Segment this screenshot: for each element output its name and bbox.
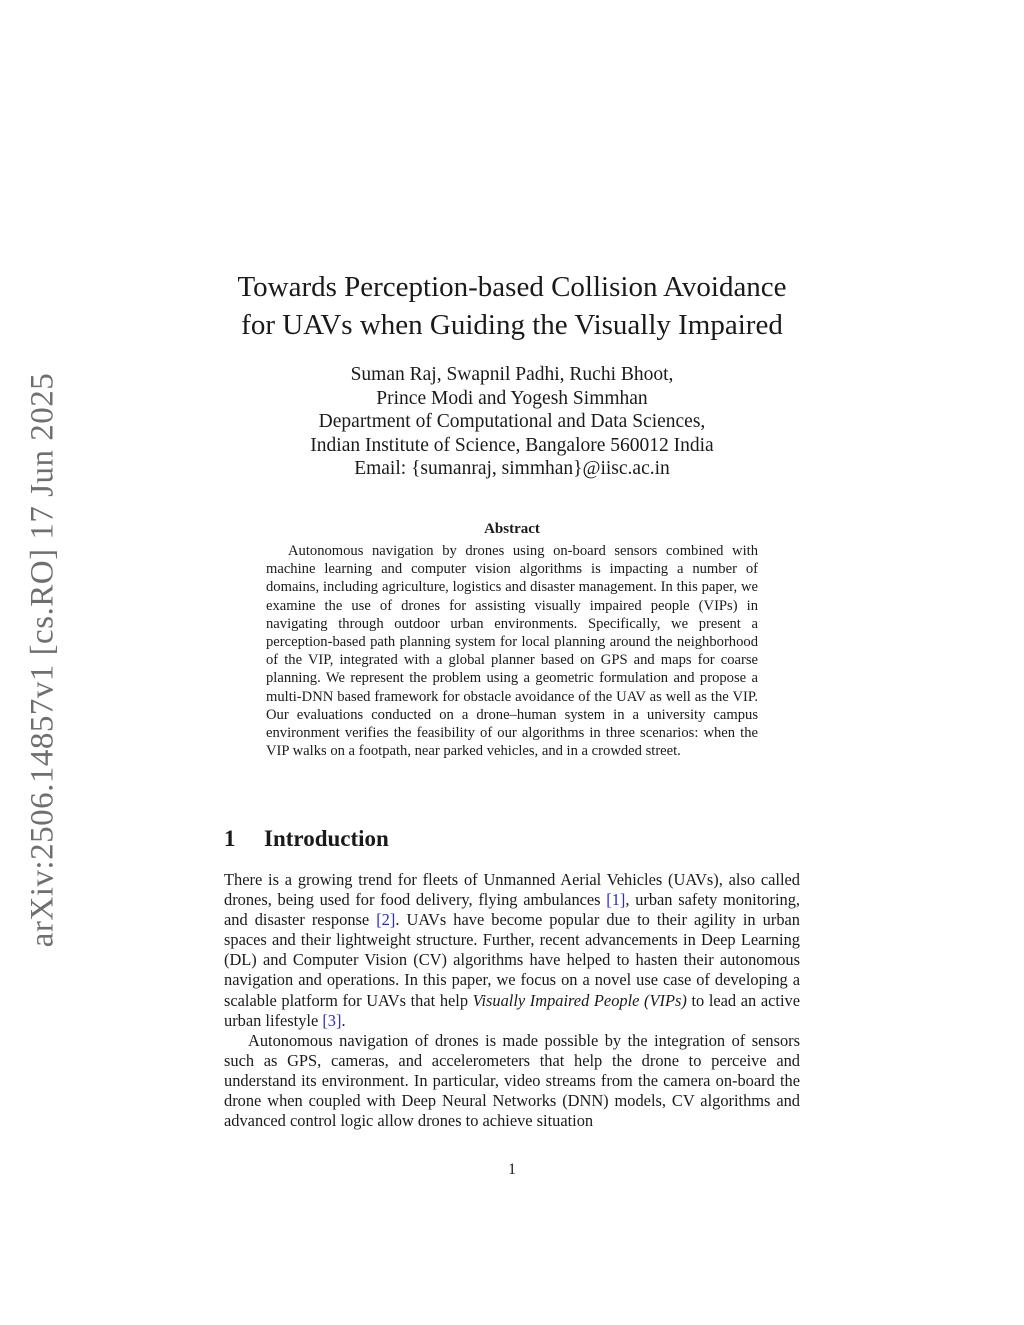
section-title: Introduction [264,826,389,851]
intro-p1-text-b: , urban safety monitoring, and disaster response [224,890,800,930]
title-line-1: Towards Perception-based Collision Avoidance [237,271,787,303]
section-heading-introduction [224,826,389,852]
citation-link-3[interactable]: [3] [322,1010,342,1030]
title-line-2: for UAVs when Guiding the Visually Impaired [241,309,783,341]
affiliation-department: Department of Computational and Data Sciences, [318,411,706,432]
author-names-line-1: Suman Raj, Swapnil Padhi, Ruchi Bhoot, [350,364,674,385]
abstract-heading: Abstract [484,521,540,537]
page-number: 1 [508,1161,516,1178]
section-number: 1 [224,826,236,851]
author-block [200,363,824,481]
citation-link-1[interactable]: [1] [606,890,626,910]
intro-p1-text-c: . UAVs have become popular due to their agility in urban spaces and their lightweight structure. Further, recent advancements in Deep Learning (DL) and Computer Vision (CV) algorithms have helped to hasten their autonomous navigation and operations. In this paper, we focus on a novel use case of developing a scalable platform for UAVs that help [224,910,800,1010]
author-email: Email: {sumanraj, simmhan}@iisc.ac.in [354,458,670,479]
intro-p1-italic-term: Visually Impaired People (VIPs) [472,990,687,1010]
intro-p1-text-e: . [341,1010,346,1030]
paper-title [200,268,824,344]
intro-paragraph-2: Autonomous navigation of drones is made possible by the integration of sensors such as GPS, cameras, and accelerometers that help the drone to perceive and understand its environment. In particular, video streams from the camera on-board the drone when coupled with Deep Neural Networks (DNN) models, CV algorithms and advanced control logic allow drones to achieve situation [224,1030,800,1131]
introduction-body [224,870,800,1131]
intro-p1-text-a: There is a growing trend for fleets of Unmanned Aerial Vehicles (UAVs), also called drones, being used for food delivery, flying ambulances [224,870,800,910]
affiliation-institute: Indian Institute of Science, Bangalore 560012 India [310,434,714,456]
abstract-text: Autonomous navigation by drones using on-board sensors combined with machine learning and computer vision algorithms is impacting a number of domains, including agriculture, logistics and disaster management. In this paper, we examine the use of drones for assisting visually impaired people (VIPs) in navigating through outdoor urban environments. Specifically, we present a perception-based path planning system for local planning around the neighborhood of the VIP, integrated with a global planner based on GPS and maps for coarse planning. We represent the problem using a geometric formulation and propose a multi-DNN based framework for obstacle avoidance of the UAV as well as the VIP. Our evaluations conducted on a drone–human system in a university campus environment verifies the feasibility of our algorithms in three scenarios: when the VIP walks on a footpath, near parked vehicles, and in a crowded street. [266,543,758,760]
citation-link-2[interactable]: [2] [376,910,396,930]
author-names-line-2: Prince Modi and Yogesh Simmhan [376,387,648,409]
arxiv-identifier-stamp: arXiv:2506.14857v1 [cs.RO] 17 Jun 2025 [24,372,61,948]
intro-p1-text-d: to lead an active urban lifestyle [224,990,800,1030]
intro-paragraph-1 [224,870,800,1031]
